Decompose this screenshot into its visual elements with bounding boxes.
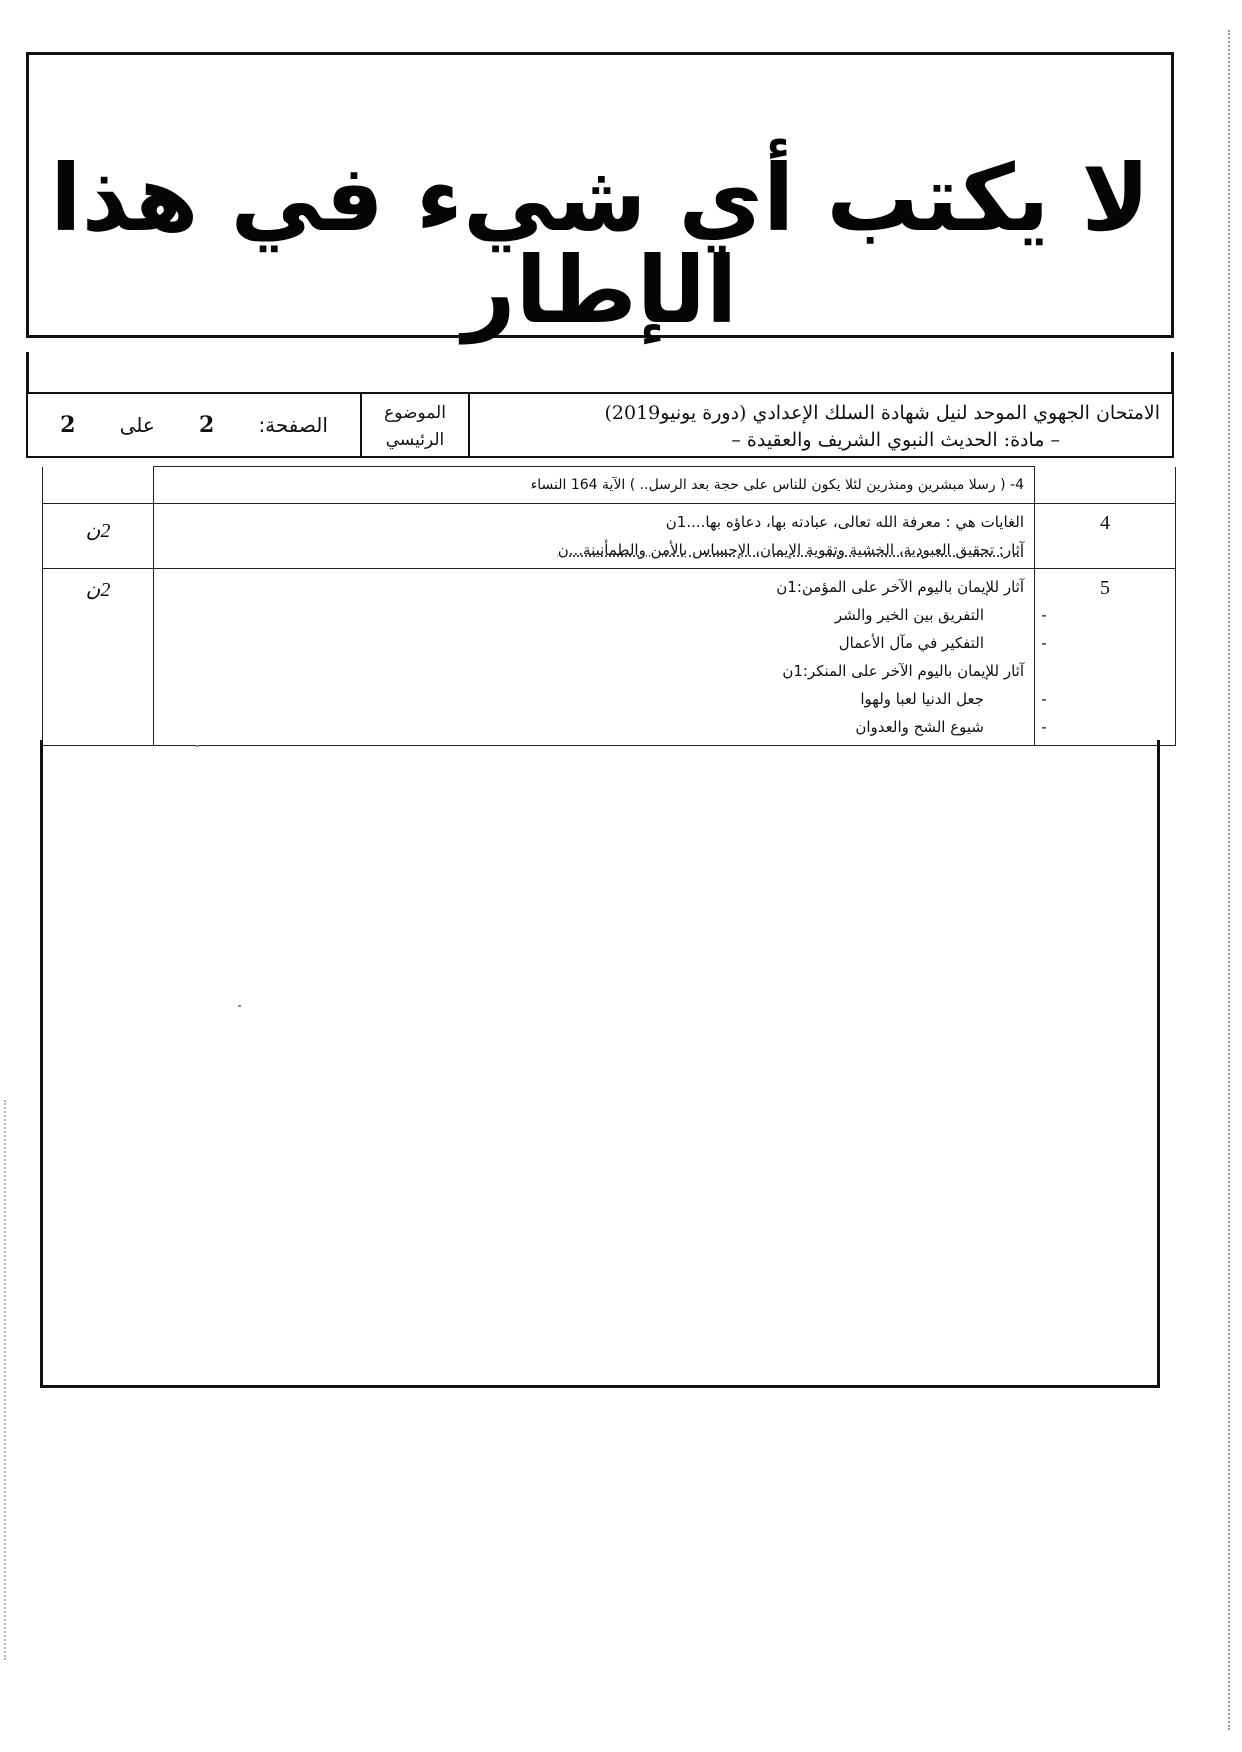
answer-cell <box>154 467 1035 504</box>
bullet-line: - شيوع الشح والعدوان <box>164 713 1024 741</box>
question-number-cell <box>1035 467 1176 504</box>
mark-value: 2ن <box>85 579 111 601</box>
scan-speck <box>238 1005 241 1007</box>
exam-header <box>26 392 1174 458</box>
frame-gap <box>26 352 1174 392</box>
page-indicator <box>28 394 360 456</box>
answer-table <box>42 466 1176 746</box>
page-total: 2 <box>60 412 76 438</box>
exam-subject-line: – مادة: الحديث النبوي الشريف والعقيدة – <box>731 429 1060 451</box>
subject-label-line: الموضوع <box>384 403 446 423</box>
bullet-line: - التفكير في مآل الأعمال <box>164 629 1024 657</box>
page-label: الصفحة: <box>258 413 328 437</box>
answer-line: الغايات هي : معرفة الله تعالى، عبادته بها، دعاؤه بها....1ن <box>665 513 1024 531</box>
subject-label <box>360 394 468 456</box>
mark-value: 2ن <box>85 520 111 542</box>
mark-cell <box>43 569 154 746</box>
page-current: 2 <box>198 412 215 438</box>
no-write-title: لا يكتب أي شيء في هذا الإطار <box>50 145 1150 344</box>
exam-title-line: الامتحان الجهوي الموحد لنيل شهادة السلك الإعدادي (دورة يونيو2019) <box>604 402 1160 424</box>
question-number: 4 <box>1100 512 1110 534</box>
scan-edge-mark <box>4 1100 6 1660</box>
answer-line: آثار: تحقيق العبودية، الخشية وتقوية الإيمان، الإحساس بالأمن والطمأنينة...ن <box>557 541 1024 559</box>
mark-cell <box>43 504 154 569</box>
exam-title <box>468 394 1172 456</box>
subject-label-line: الرئيسي <box>385 430 445 450</box>
table-row <box>43 569 1176 746</box>
bullet-line: - التفريق بين الخير والشر <box>164 601 1024 629</box>
table-row <box>43 467 1176 504</box>
answer-line: آثار للإيمان باليوم الآخر على المؤمن:1ن <box>776 578 1024 596</box>
answer-cell <box>154 504 1035 569</box>
no-write-frame <box>26 52 1174 344</box>
page-of: على <box>119 413 155 437</box>
mark-cell <box>43 467 154 504</box>
scan-edge-mark <box>1228 30 1230 1730</box>
question-number-cell <box>1035 504 1176 569</box>
bullet-line: - جعل الدنيا لعبا ولهوا <box>164 685 1024 713</box>
quote-line: 4- ( رسلا مبشرين ومنذرين لئلا يكون للناس على حجة بعد الرسل.. ) الآية 164 النساء <box>530 477 1024 493</box>
question-number: 5 <box>1100 577 1110 599</box>
answer-line: آثار للإيمان باليوم الآخر على المنكر:1ن <box>782 662 1024 680</box>
table-row <box>43 504 1176 569</box>
answer-body-frame <box>40 740 1160 1388</box>
scan-speck <box>196 745 199 747</box>
answer-cell <box>154 569 1035 746</box>
